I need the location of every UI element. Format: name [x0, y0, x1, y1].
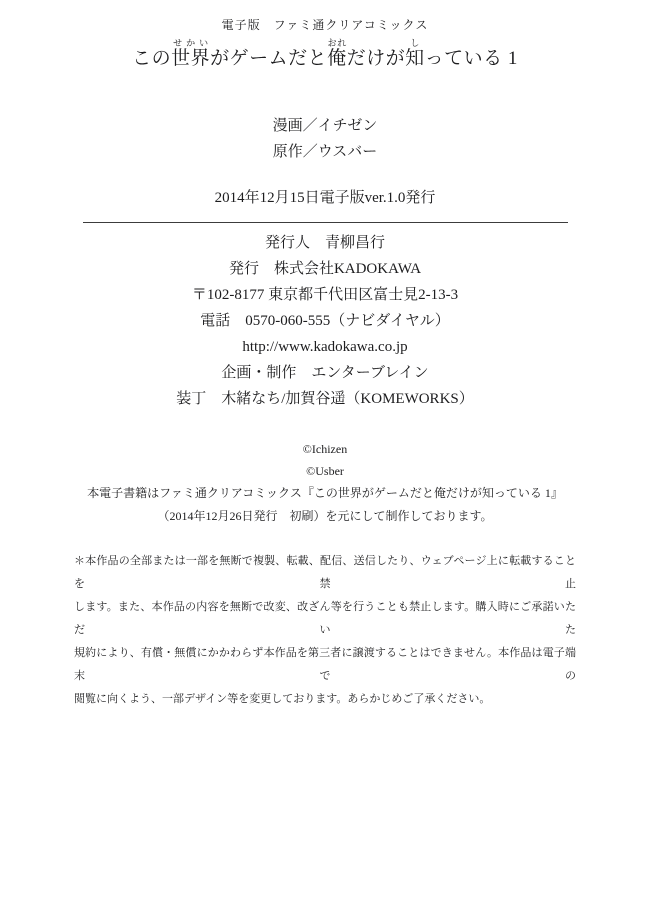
book-design-line: 装丁 木緒なち/加賀谷遥（KOMEWORKS） — [176, 391, 474, 407]
publisher-person-line: 発行人 青柳昌行 — [264, 235, 385, 251]
divider-rule — [83, 222, 568, 223]
original-story-credit: 原作／ウスバー — [272, 144, 378, 160]
copyright-usber: ©Usber — [306, 464, 344, 478]
disclaimer-line-4: 閲覧に向くよう、一部デザイン等を変更しております。あらかじめご了承ください。 — [74, 693, 491, 705]
publisher-company-line: 発行 株式会社KADOKAWA — [228, 261, 422, 277]
manga-credit: 漫画／イチゼン — [272, 118, 378, 134]
disclaimer-line-2: します。また、本作品の内容を無断で改変、改ざん等を行うことも禁止します。購入時にご承諾いただいた — [74, 601, 576, 636]
colophon-block — [0, 230, 650, 412]
address-line: 〒102-8177 東京都千代田区富士見2-13-3 — [191, 287, 459, 303]
digital-edition-date: 2014年12月15日電子版ver.1.0発行 — [214, 190, 436, 206]
rights-disclaimer — [74, 550, 576, 711]
disclaimer-line-1: ＊本作品の全部または一部を無断で複製、転載、配信、送信したり、ウェブページ上に転載することを禁止 — [74, 555, 576, 590]
disclaimer-line-3: 規約により、有償・無償にかかわらず本作品を第三者に譲渡することはできません。本作品は電子端末での — [74, 647, 576, 682]
website-url: http://www.kadokawa.co.jp — [242, 339, 408, 355]
phone-line: 電話 0570-060-555（ナビダイヤル） — [200, 313, 450, 329]
series-label: 電子版 ファミ通クリアコミックス — [221, 18, 429, 32]
copyright-block — [0, 438, 650, 482]
source-note-line-1: 本電子書籍はファミ通クリアコミックス『この世界がゲームだと俺だけが知っている 1』 — [87, 486, 563, 500]
book-title: この世界せかいがゲームだと俺おれだけが知しっている 1 — [132, 38, 518, 69]
source-note-block — [0, 482, 650, 528]
planning-production-line: 企画・制作 エンターブレイン — [221, 365, 429, 381]
credits-block — [0, 113, 650, 165]
copyright-ichizen: ©Ichizen — [302, 442, 348, 456]
source-note-line-2: （2014年12月26日発行 初刷）を元にして制作しております。 — [157, 509, 493, 523]
